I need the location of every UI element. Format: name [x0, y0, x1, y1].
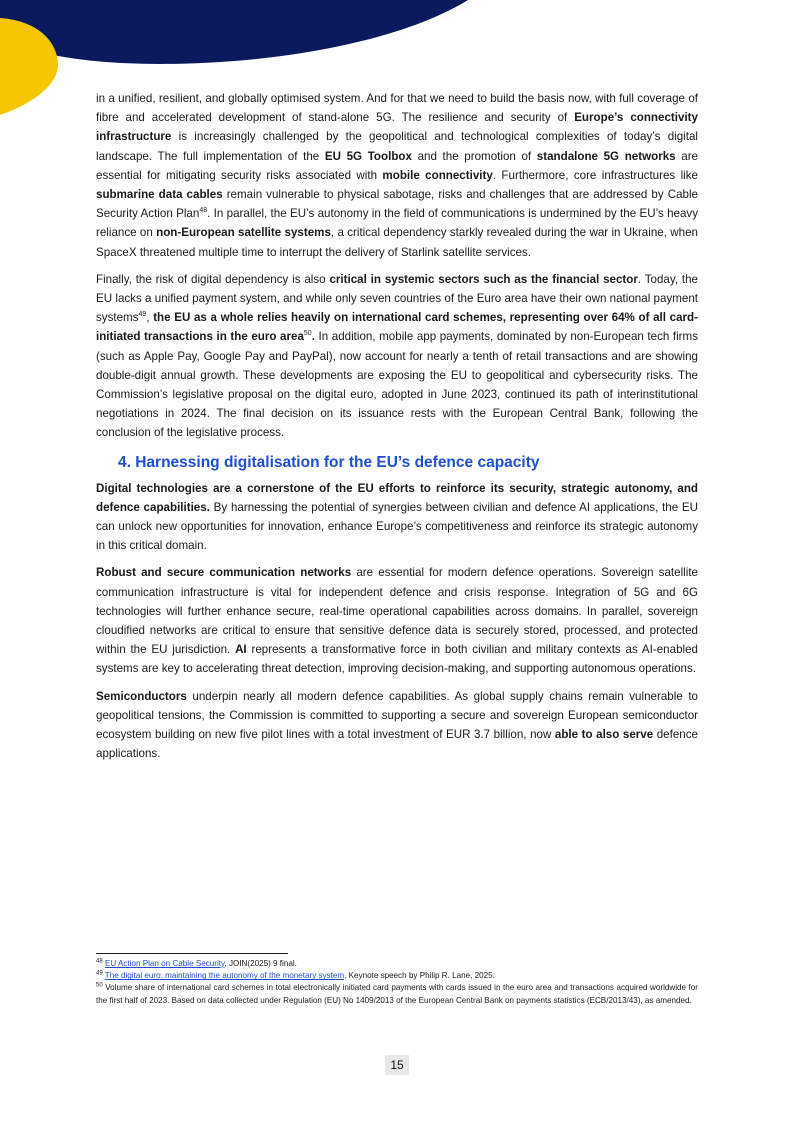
text: remain vulnerable to physical sabotage, risks and challenges that are addressed by Cable Security Action Plan	[96, 188, 698, 221]
bold-text: critical in systemic sectors such as the financial sector	[329, 272, 638, 286]
paragraph-financial	[96, 270, 698, 443]
text: are essential for modern defence operations. Sovereign satellite communication infrastructure is vital for independent defence and crisis response. Integration of 5G and 6G technologies will further enhance secure, real-time operational capabilities across domains. In parallel, sovereign cloudified networks are critical to ensure that sensitive defence data is securely stored, processed, and protected within the EU jurisdiction.	[96, 566, 698, 657]
footnote-text: , Keynote speech by Philip R. Lane, 2025.	[344, 971, 495, 981]
paragraph-semiconductors	[96, 687, 698, 764]
footnote-link[interactable]: EU Action Plan on Cable Security	[104, 959, 225, 968]
footnote-50	[96, 982, 698, 1006]
text: is increasingly challenged by the geopolitical and technological complexities of today’s digital landscape. The full implementation of the	[96, 130, 698, 163]
footnote-ref-49[interactable]: 49	[138, 311, 147, 319]
paragraph-connectivity	[96, 89, 698, 262]
page-number: 15	[385, 1055, 409, 1075]
text: . In parallel, the EU’s autonomy in the field of communications is undermined by the EU’s heavy reliance on	[96, 207, 699, 240]
text: By harnessing the potential of synergies between civilian and defence AI applications, the EU can unlock new opportunities for innovation, enhance Europe’s competitiveness and reinforce its strategic autonomy in this critical domain.	[96, 500, 698, 553]
footnote-number: 50	[96, 982, 103, 989]
bold-text: able to also serve	[554, 728, 654, 742]
bold-text: mobile connectivity	[382, 168, 493, 182]
footnote-ref-48[interactable]: 48	[199, 207, 208, 215]
text: underpin nearly all modern defence capabilities. As global supply chains remain vulnerable to geopolitical tensions, the Commission is committed to supporting a secure and sovereign European semiconductor ecosystem building on new five pilot lines with a total investment of EUR 3.7 billion, now	[96, 689, 698, 742]
text: , a critical dependency starkly revealed during the war in Ukraine, when SpaceX threatened multiple time to interrupt the delivery of Starlink satellite services.	[96, 226, 698, 259]
bold-text: standalone 5G networks	[536, 149, 676, 163]
text: are essential for mitigating security risks associated with	[96, 149, 698, 182]
bold-text: Semiconductors	[96, 689, 187, 703]
bold-text: Robust and secure communication networks	[96, 566, 352, 580]
text: . Today, the EU lacks a unified payment system, and while only seven countries of the Euro area have their own national payment systems	[96, 272, 698, 325]
bold-text: submarine data cables	[96, 188, 223, 202]
text: in a unified, resilient, and globally optimised system. And for that we need to build the basis now, with full coverage of fibre and accelerated development of stand-alone 5G. The resilience and security of	[96, 92, 698, 125]
bold-text: AI	[235, 643, 247, 657]
text: represents a transformative force in both civilian and military contexts as AI-enabled systems are key to accelerating threat detection, improving decision-making, and supporting autonomous operations.	[96, 643, 698, 676]
footnote-text: Volume share of international card schemes in total electronically initiated card payments with cards issued in the euro area and transactions acquired worldwide for the first half of 2023. Based on data collected under Regulation (EU) No 1409/2013 of the European Central Bank on payments statistics (ECB/2013/43), as amended.	[96, 983, 698, 1005]
main-text	[96, 89, 698, 772]
section-heading: 4. Harnessing digitalisation for the EU’s defence capacity	[118, 453, 540, 471]
footnote-number: 49	[96, 970, 103, 977]
paragraph-networks	[96, 563, 698, 678]
footnote-text: , JOIN(2025) 9 final.	[224, 959, 297, 968]
footnote-ref-50[interactable]: 50	[303, 330, 312, 338]
footnote-49	[96, 970, 698, 982]
footnote-link[interactable]: The digital euro: maintaining the autonomy of the monetary system	[104, 971, 345, 981]
footnote-number: 48	[96, 958, 103, 965]
text: defence applications.	[96, 728, 698, 761]
footnotes	[96, 958, 698, 1007]
footnote-divider	[96, 953, 288, 954]
bold-text: EU 5G Toolbox	[324, 149, 412, 163]
navy-wave-shape	[0, 0, 468, 64]
bold-text: non-European satellite systems	[156, 226, 331, 240]
bold-text: Digital technologies are a cornerstone of the EU efforts to reinforce its security, strategic autonomy, and defence capabilities.	[96, 481, 698, 514]
text: . Furthermore, core infrastructures like	[492, 168, 698, 182]
text: ,	[146, 311, 154, 325]
bold-text: the EU as a whole relies heavily on international card schemes, representing over 64% of all card-initiated transactions in the euro area	[96, 311, 698, 344]
text: and the promotion of	[411, 149, 537, 163]
bold-text: .	[311, 330, 315, 344]
bold-text: Europe’s connectivity infrastructure	[96, 111, 698, 144]
text: Finally, the risk of digital dependency is also	[96, 272, 330, 286]
footnote-48	[96, 958, 698, 970]
paragraph-digital-technologies	[96, 479, 698, 556]
text: In addition, mobile app payments, dominated by non-European tech firms (such as Apple Pay, Google Pay and PayPal), now account for nearly a tenth of retail transactions and are showing double-digit annual growth. These developments are exposing the EU to geopolitical and cybersecurity risks. The Commission’s legislative proposal on the digital euro, adopted in June 2023, continued its path of interinstitutional negotiations in 2024. The final decision on its issuance rests with the European Central Bank, following the conclusion of the legislative process.	[96, 330, 698, 440]
